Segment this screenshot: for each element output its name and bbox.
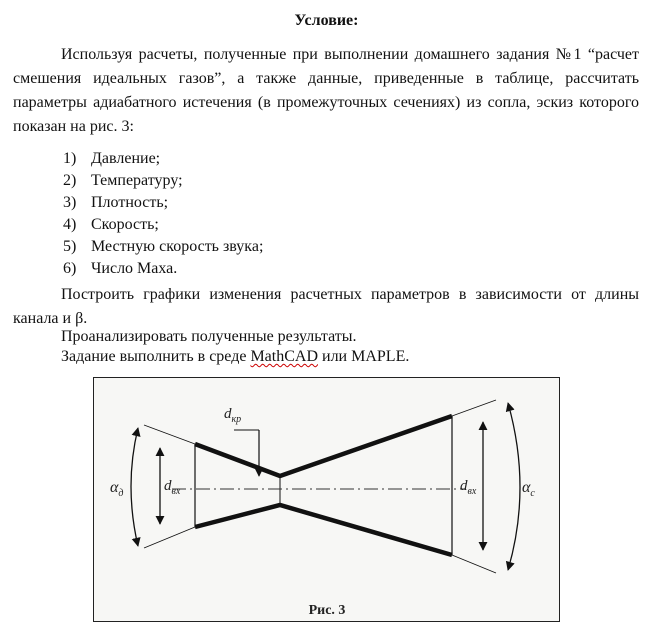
list-item-number: 1) — [63, 150, 77, 167]
list-item-number: 3) — [63, 194, 77, 211]
list-item-number: 2) — [63, 172, 77, 189]
alpha-c-arc — [508, 403, 520, 570]
right-angle-line-top — [452, 400, 496, 416]
list-item-text: Давление; — [91, 150, 161, 167]
list-item — [63, 214, 263, 236]
parameters-list — [63, 148, 263, 280]
environment-prefix: Задание выполнить в среде — [61, 348, 251, 365]
outlet-diameter-label: $d_{вх}$ — [460, 478, 477, 497]
list-item-number: 4) — [63, 216, 77, 233]
list-item-text: Скорость; — [91, 216, 159, 233]
nozzle-sketch — [94, 378, 561, 623]
condition-heading: Условие: — [294, 12, 359, 29]
environment-paragraph — [61, 347, 409, 367]
alpha-d-arc — [131, 428, 138, 546]
left-angle-line-bottom — [144, 527, 195, 548]
figure-caption: Рис. 3 — [308, 603, 346, 618]
alpha-c-label: $\alpha_c$ — [522, 479, 535, 499]
throat-diameter-label: $d_{кр}$ — [224, 406, 242, 425]
nozzle-figure — [93, 377, 560, 622]
right-angle-line-bottom — [452, 555, 496, 573]
graphs-paragraph: Построить графики изменения расчетных параметров в зависимости от длины канала и β. — [13, 286, 639, 327]
inlet-diameter-label: $d_{вх}$ — [164, 478, 181, 497]
list-item — [63, 148, 263, 170]
intro-paragraph: Используя расчеты, полученные при выполнении домашнего задания №1 “расчет смешения идеальных газов”, а также данные, приведенные в таблице, рассчитать параметры адиабатного истечения (в промежуточных сечениях) из сопла, эскиз которого показан на рис. 3: — [13, 46, 639, 135]
list-item-number: 5) — [63, 238, 77, 255]
list-item-text: Температуру; — [91, 172, 183, 189]
list-item — [63, 192, 263, 214]
list-item — [63, 258, 263, 280]
list-item — [63, 170, 263, 192]
list-item-number: 6) — [63, 260, 77, 277]
list-item-text: Местную скорость звука; — [91, 238, 264, 255]
left-angle-line-top — [144, 425, 195, 444]
environment-suffix: или MAPLE. — [318, 348, 410, 365]
list-item-text: Число Маха. — [91, 260, 178, 277]
list-item — [63, 236, 263, 258]
mathcad-spellcheck-word: MathCAD — [250, 348, 318, 365]
alpha-d-label: $\alpha_д$ — [110, 479, 124, 499]
list-item-text: Плотность; — [91, 194, 169, 211]
nozzle-walls — [195, 416, 452, 555]
analyze-paragraph: Проанализировать полученные результаты. — [61, 328, 357, 345]
